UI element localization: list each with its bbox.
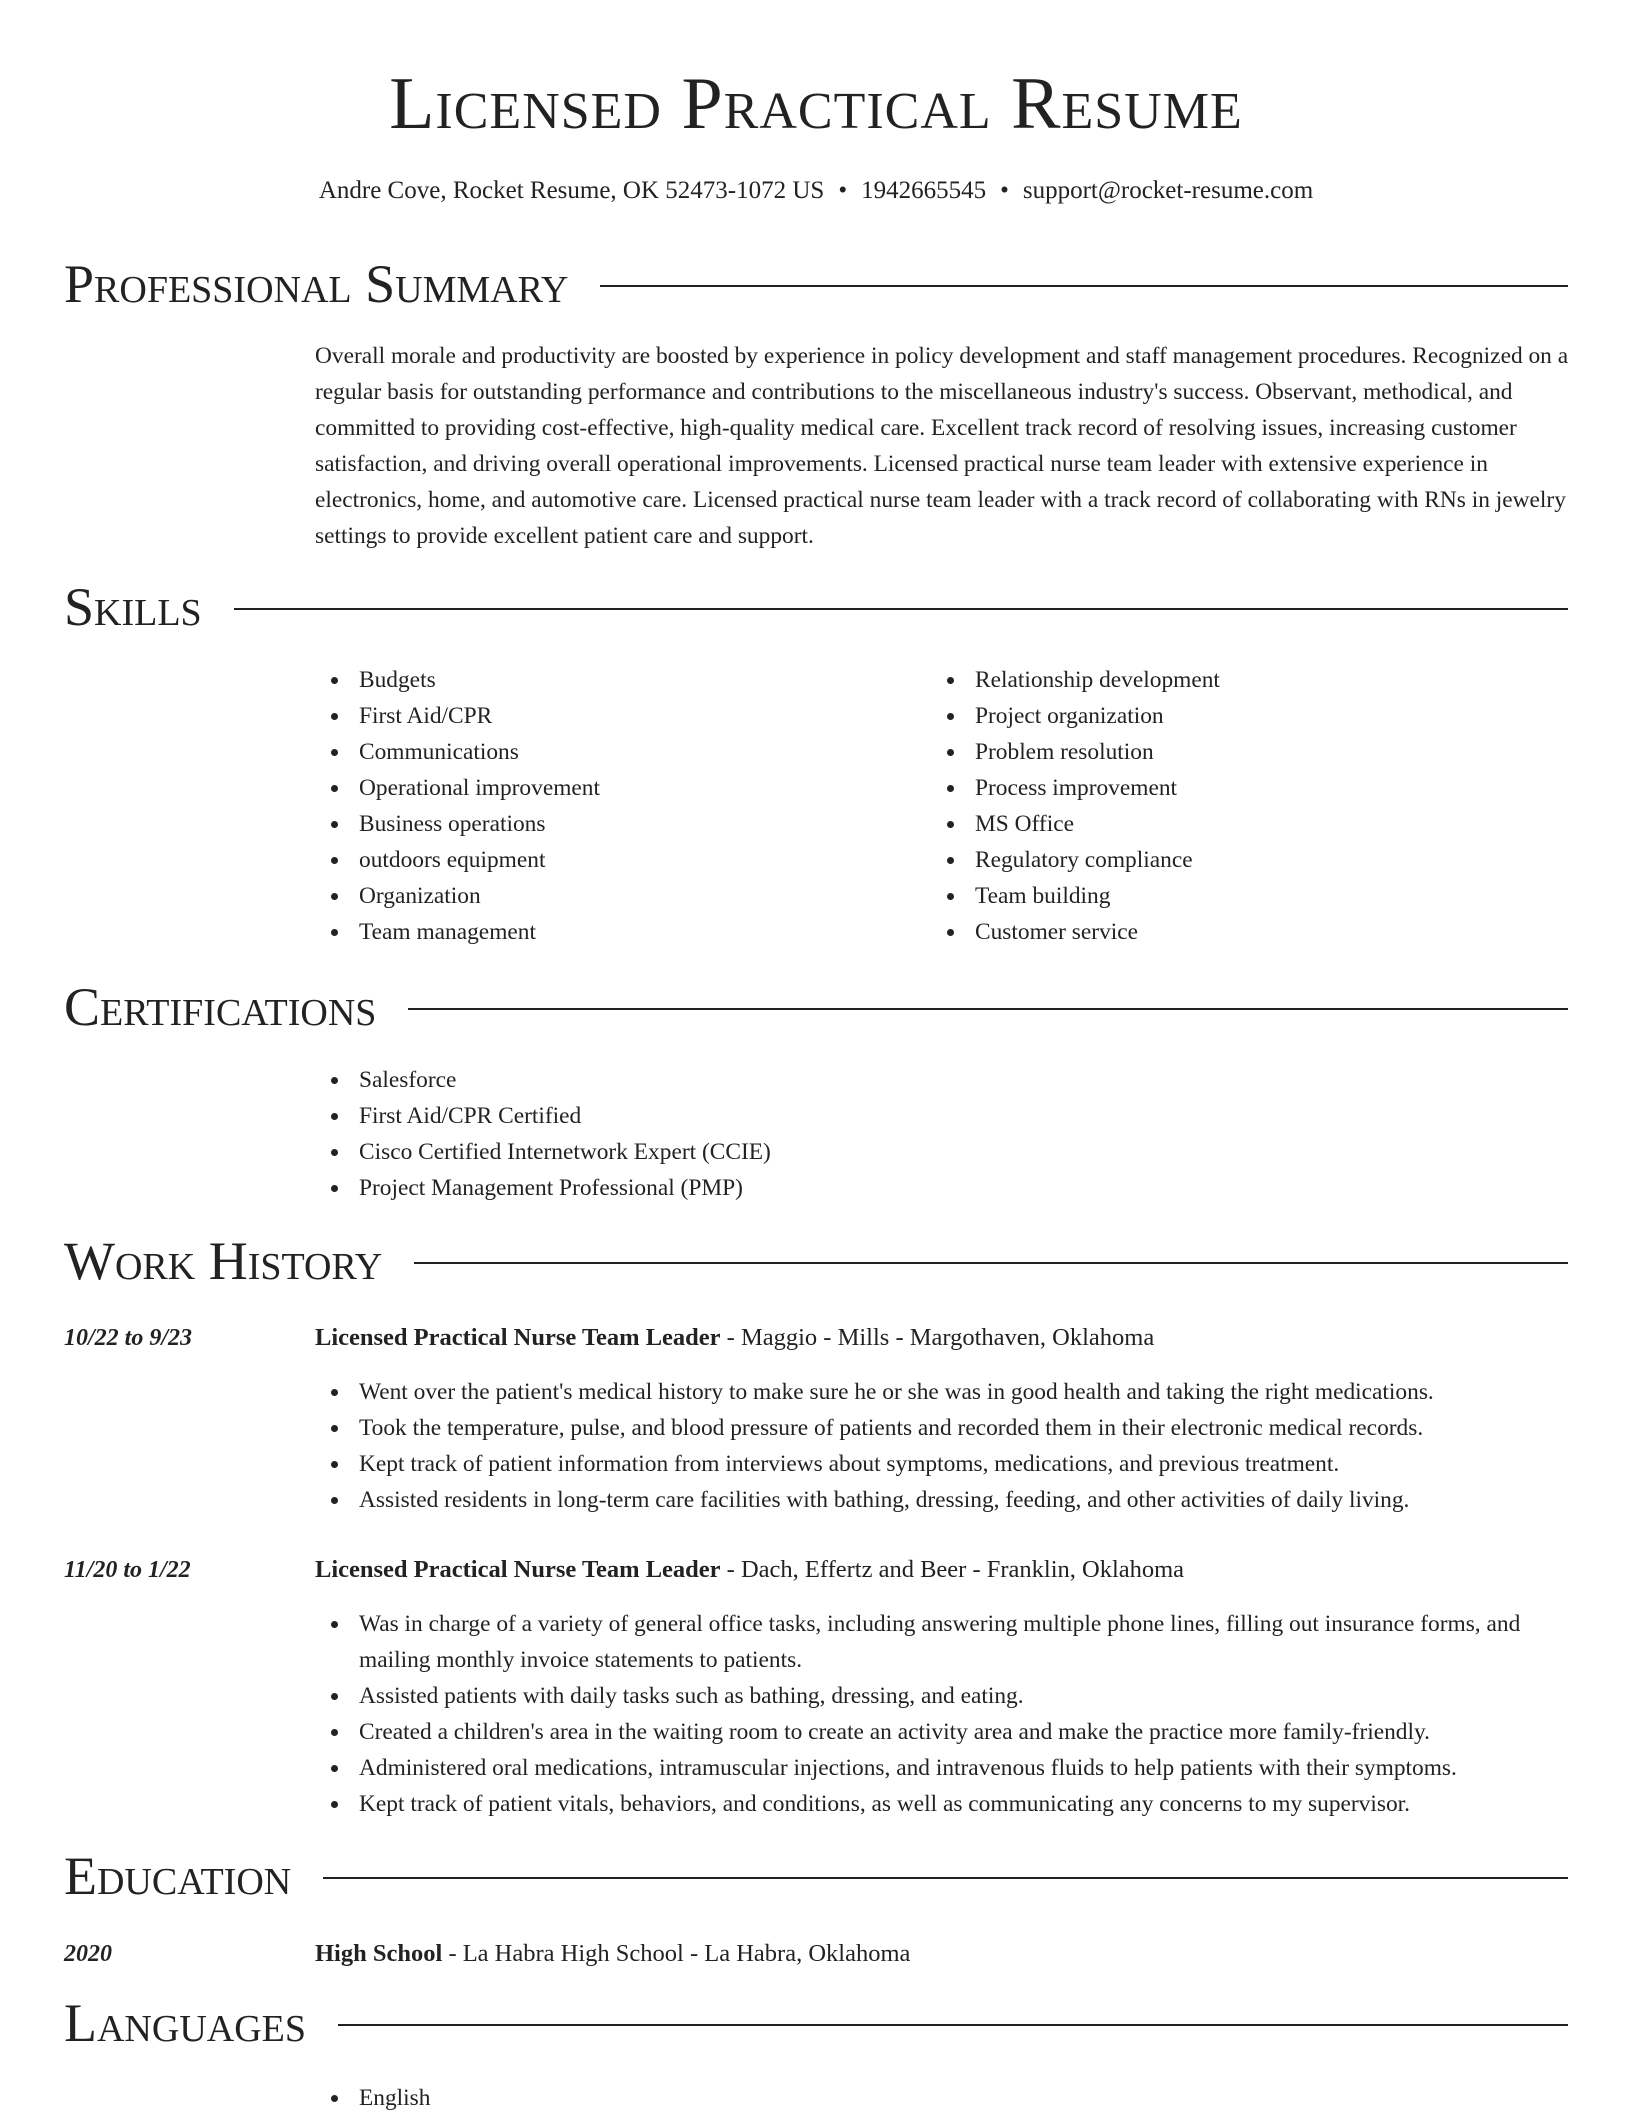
contact-address: Andre Cove, Rocket Resume, OK 52473-1072 US — [318, 177, 825, 204]
education-degree: High School — [315, 1940, 443, 1967]
section-divider — [338, 2024, 1568, 2026]
skill-item: Project organization — [931, 698, 1551, 734]
summary-text: Overall morale and productivity are boosted by experience in policy development and staff management procedures. Recognized on a regular basis for outstanding performance and contributions to the miscellaneous industry's success. Observant, methodical, and committed to providing cost-effective, high-quality medical care. Excellent track record of resolving issues, increasing customer satisfaction, and driving overall operational improvements. Licensed practical nurse team leader with extensive experience in electronics, home, and automotive care. Licensed practical nurse team leader with a track record of collaborating with RNs in jewelry settings to provide excellent patient care and support. — [315, 343, 1569, 549]
skills-list-left — [315, 662, 915, 950]
certifications-list — [315, 1062, 1555, 1206]
job-duty-item: Assisted patients with daily tasks such as bathing, dressing, and eating. — [315, 1678, 1570, 1714]
section-header-certifications — [64, 975, 1568, 1039]
job-duty-item: Took the temperature, pulse, and blood pressure of patients and recorded them in their electronic medical records. — [315, 1410, 1570, 1446]
skill-item: Business operations — [315, 806, 915, 842]
section-divider — [600, 285, 1568, 287]
languages-list — [315, 2080, 1555, 2116]
job-employer: - Dach, Effertz and Beer - Franklin, Oklahoma — [720, 1556, 1185, 1583]
job-employer: - Maggio - Mills - Margothaven, Oklahoma — [720, 1324, 1155, 1351]
job-duty-item: Kept track of patient information from interviews about symptoms, medications, and previous treatment. — [315, 1446, 1570, 1482]
section-divider — [408, 1008, 1568, 1010]
section-header-education — [64, 1844, 1568, 1908]
section-title: Languages — [64, 1993, 306, 2053]
skills-list-right — [931, 662, 1551, 950]
section-header-skills — [64, 575, 1568, 639]
education-school: - La Habra High School - La Habra, Oklahoma — [442, 1940, 911, 1967]
job-duties-list — [315, 1606, 1570, 1822]
job-dates: 10/22 to 9/23 — [64, 1325, 193, 1351]
section-title: Work History — [64, 1231, 383, 1291]
skill-item: outdoors equipment — [315, 842, 915, 878]
skill-item: Relationship development — [931, 662, 1551, 698]
section-header-work-history — [64, 1229, 1568, 1293]
job-duty-item: Was in charge of a variety of general office tasks, including answering multiple phone lines, filling out insurance forms, and mailing monthly invoice statements to patients. — [315, 1606, 1570, 1678]
job-title-line — [315, 1320, 1154, 1356]
education-line — [315, 1936, 910, 1972]
skill-item: First Aid/CPR — [315, 698, 915, 734]
job-role: Licensed Practical Nurse Team Leader — [315, 1556, 721, 1583]
job-duty-item: Assisted residents in long-term care facilities with bathing, dressing, feeding, and other activities of daily living. — [315, 1482, 1570, 1518]
skill-item: Communications — [315, 734, 915, 770]
certification-item: First Aid/CPR Certified — [315, 1098, 1555, 1134]
section-title: Certifications — [64, 977, 377, 1037]
section-divider — [323, 1877, 1568, 1879]
contact-phone: 1942665545 — [861, 177, 987, 204]
section-title: Professional Summary — [64, 254, 569, 314]
job-role: Licensed Practical Nurse Team Leader — [315, 1324, 721, 1351]
section-header-summary — [64, 252, 1568, 316]
certification-item: Salesforce — [315, 1062, 1555, 1098]
contact-separator: • — [1000, 177, 1009, 204]
skill-item: Operational improvement — [315, 770, 915, 806]
job-dates: 11/20 to 1/22 — [64, 1557, 191, 1583]
skill-item: Problem resolution — [931, 734, 1551, 770]
contact-line — [0, 176, 1632, 206]
certification-item: Project Management Professional (PMP) — [315, 1170, 1555, 1206]
job-duty-item: Created a children's area in the waiting room to create an activity area and make the practice more family-friendly. — [315, 1714, 1570, 1750]
skill-item: MS Office — [931, 806, 1551, 842]
section-title: Education — [64, 1846, 292, 1906]
skill-item: Team management — [315, 914, 915, 950]
skill-item: Budgets — [315, 662, 915, 698]
section-header-languages — [64, 1991, 1568, 2055]
section-title: Skills — [64, 577, 202, 637]
skill-item: Regulatory compliance — [931, 842, 1551, 878]
job-duty-item: Went over the patient's medical history to make sure he or she was in good health and taking the right medications. — [315, 1374, 1570, 1410]
resume-title: Licensed Practical Resume — [389, 63, 1243, 145]
skill-item: Organization — [315, 878, 915, 914]
job-duty-item: Administered oral medications, intramuscular injections, and intravenous fluids to help patients with their symptoms. — [315, 1750, 1570, 1786]
contact-separator: • — [838, 177, 848, 204]
certification-item: Cisco Certified Internetwork Expert (CCIE) — [315, 1134, 1555, 1170]
job-duties-list — [315, 1374, 1570, 1518]
language-item: English — [315, 2080, 1555, 2116]
section-divider — [234, 608, 1568, 610]
job-duty-item: Kept track of patient vitals, behaviors, and conditions, as well as communicating any concerns to my supervisor. — [315, 1786, 1570, 1822]
job-title-line — [315, 1552, 1184, 1588]
education-year: 2020 — [64, 1941, 112, 1967]
skill-item: Team building — [931, 878, 1551, 914]
skill-item: Customer service — [931, 914, 1551, 950]
contact-email: support@rocket-resume.com — [1022, 177, 1314, 204]
section-divider — [414, 1262, 1568, 1264]
skill-item: Process improvement — [931, 770, 1551, 806]
